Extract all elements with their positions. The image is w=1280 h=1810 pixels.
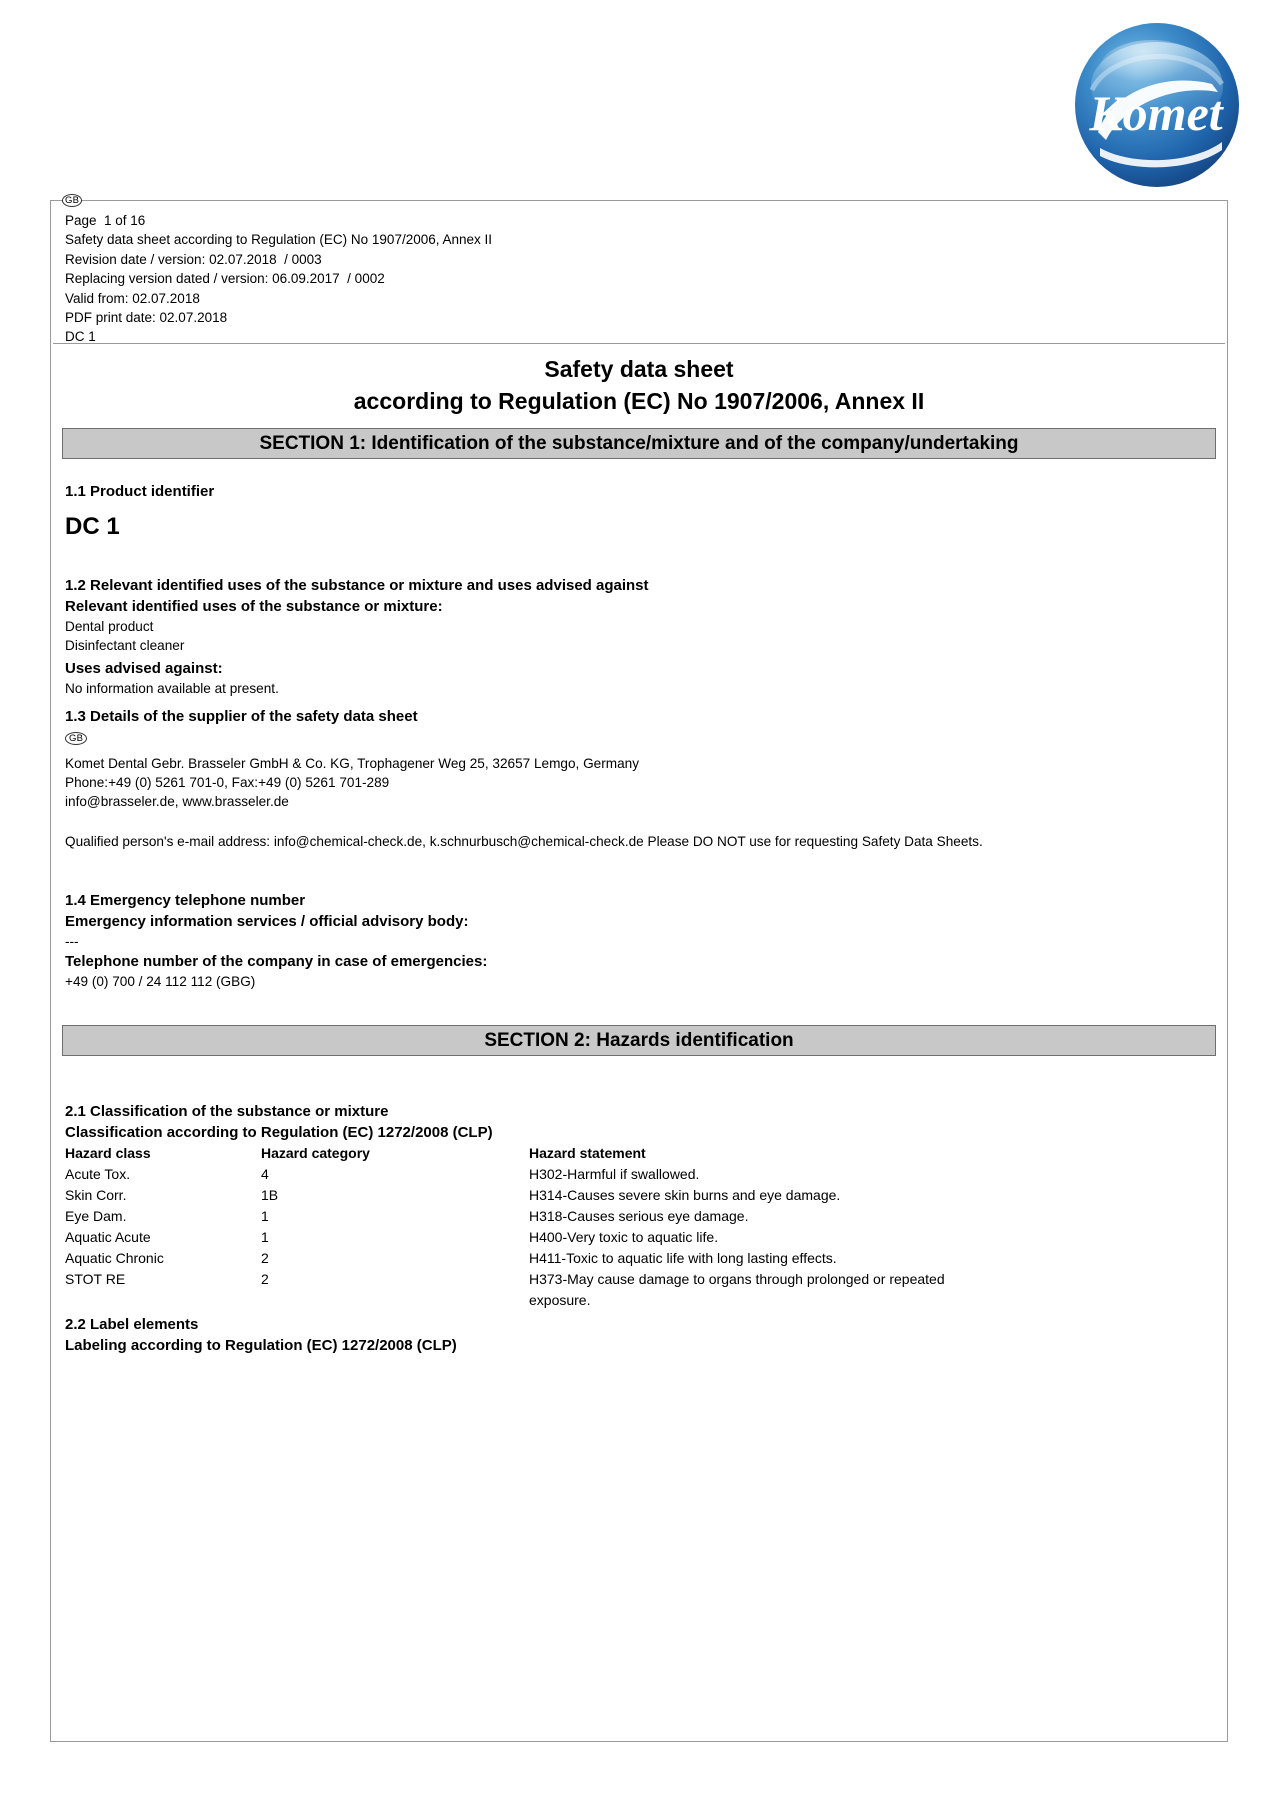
country-badge-gb-supplier: GB (65, 732, 87, 745)
company-emergency-phone-value: +49 (0) 700 / 24 112 112 (GBG) (65, 974, 256, 989)
column-header-hazard-statement: Hazard statement (529, 1145, 646, 1161)
heading-1-3: 1.3 Details of the supplier of the safety data sheet (65, 708, 418, 725)
cell-hazard-class: Aquatic Acute (65, 1229, 151, 1245)
meta-product-code: DC 1 (65, 329, 96, 345)
heading-1-1: 1.1 Product identifier (65, 483, 215, 500)
cell-hazard-class: Eye Dam. (65, 1208, 127, 1224)
cell-hazard-category: 2 (261, 1271, 269, 1287)
subheading-company-emergency-phone: Telephone number of the company in case of emergencies: (65, 953, 488, 970)
section-1-banner: SECTION 1: Identification of the substance/mixture and of the company/undertaking (62, 428, 1216, 459)
cell-hazard-class: Acute Tox. (65, 1166, 131, 1182)
section-1-3 (65, 706, 1213, 851)
cell-hazard-class: Aquatic Chronic (65, 1250, 164, 1266)
section-1-2 (65, 575, 1213, 698)
qualified-person-note: Qualified person's e-mail address: info@chemical-check.de, k.schnurbusch@chemical-check.de Please DO NOT use for requesting Safety Data Sheets. (65, 834, 983, 849)
cell-hazard-category: 1 (261, 1208, 269, 1224)
section-1-1 (65, 481, 1213, 543)
table-row (65, 1269, 1213, 1311)
subheading-relevant-uses: Relevant identified uses of the substance or mixture: (65, 598, 443, 615)
column-header-hazard-class: Hazard class (65, 1145, 151, 1161)
subheading-clp-classification: Classification according to Regulation (EC) 1272/2008 (CLP) (65, 1124, 493, 1141)
meta-replacing-version: Replacing version dated / version: 06.09.2017 / 0002 (65, 271, 385, 287)
heading-2-1: 2.1 Classification of the substance or mixture (65, 1103, 389, 1120)
use-item: Dental product (65, 619, 154, 634)
emergency-services-value: --- (65, 934, 79, 949)
komet-logo (1072, 20, 1242, 190)
meta-print-date: PDF print date: 02.07.2018 (65, 310, 228, 326)
uses-advised-against-value: No information available at present. (65, 681, 279, 696)
page-title-line1: Safety data sheet (544, 356, 734, 382)
document-meta-header (65, 211, 1213, 347)
country-badge-gb: GB (62, 194, 82, 207)
header-divider (53, 343, 1225, 344)
svg-text:Komet: Komet (1089, 85, 1223, 141)
cell-hazard-category: 1B (261, 1187, 279, 1203)
cell-hazard-class: Skin Corr. (65, 1187, 127, 1203)
cell-hazard-category: 2 (261, 1250, 269, 1266)
column-header-hazard-category: Hazard category (261, 1145, 370, 1161)
section-2-banner: SECTION 2: Hazards identification (62, 1025, 1216, 1056)
table-row (65, 1248, 1213, 1269)
cell-hazard-statement: H302-Harmful if swallowed. (529, 1166, 700, 1182)
hazard-classification-table (65, 1143, 1213, 1311)
section-1-4 (65, 890, 1213, 991)
subheading-emergency-services: Emergency information services / official advisory body: (65, 913, 469, 930)
cell-hazard-statement: H411-Toxic to aquatic life with long lasting effects. (529, 1250, 837, 1266)
table-row (65, 1164, 1213, 1185)
meta-revision-date: Revision date / version: 02.07.2018 / 0003 (65, 251, 322, 267)
cell-hazard-category: 4 (261, 1166, 269, 1182)
document-page (50, 195, 1228, 1742)
supplier-phone: Phone:+49 (0) 5261 701-0, Fax:+49 (0) 5261 701-289 (65, 775, 390, 790)
supplier-email-web: info@brasseler.de, www.brasseler.de (65, 794, 289, 809)
heading-1-4: 1.4 Emergency telephone number (65, 892, 306, 909)
use-item: Disinfectant cleaner (65, 638, 185, 653)
supplier-address: Komet Dental Gebr. Brasseler GmbH & Co. KG, Trophagener Weg 25, 32657 Lemgo, Germany (65, 756, 639, 771)
section-2-1 (65, 1101, 1213, 1311)
cell-hazard-statement: H400-Very toxic to aquatic life. (529, 1229, 719, 1245)
product-name: DC 1 (65, 513, 120, 540)
cell-hazard-class: STOT RE (65, 1271, 126, 1287)
table-header-row (65, 1143, 1213, 1164)
heading-2-2: 2.2 Label elements (65, 1316, 199, 1333)
cell-hazard-category: 1 (261, 1229, 269, 1245)
cell-hazard-statement: H373-May cause damage to organs through prolonged or repeated exposure. (529, 1271, 945, 1308)
meta-standard: Safety data sheet according to Regulation (EC) No 1907/2006, Annex II (65, 232, 493, 248)
subheading-uses-advised-against: Uses advised against: (65, 660, 223, 677)
cell-hazard-statement: H318-Causes serious eye damage. (529, 1208, 749, 1224)
section-2-2 (65, 1314, 1213, 1356)
subheading-clp-labeling: Labeling according to Regulation (EC) 1272/2008 (CLP) (65, 1337, 457, 1354)
heading-1-2: 1.2 Relevant identified uses of the substance or mixture and uses advised against (65, 577, 649, 594)
cell-hazard-statement: H314-Causes severe skin burns and eye damage. (529, 1187, 841, 1203)
table-row (65, 1185, 1213, 1206)
page-title-line2: according to Regulation (EC) No 1907/2006, Annex II (353, 388, 925, 414)
meta-valid-from: Valid from: 02.07.2018 (65, 290, 200, 306)
table-row (65, 1206, 1213, 1227)
page-title (51, 353, 1227, 417)
table-row (65, 1227, 1213, 1248)
meta-page: Page 1 of 16 (65, 213, 146, 228)
